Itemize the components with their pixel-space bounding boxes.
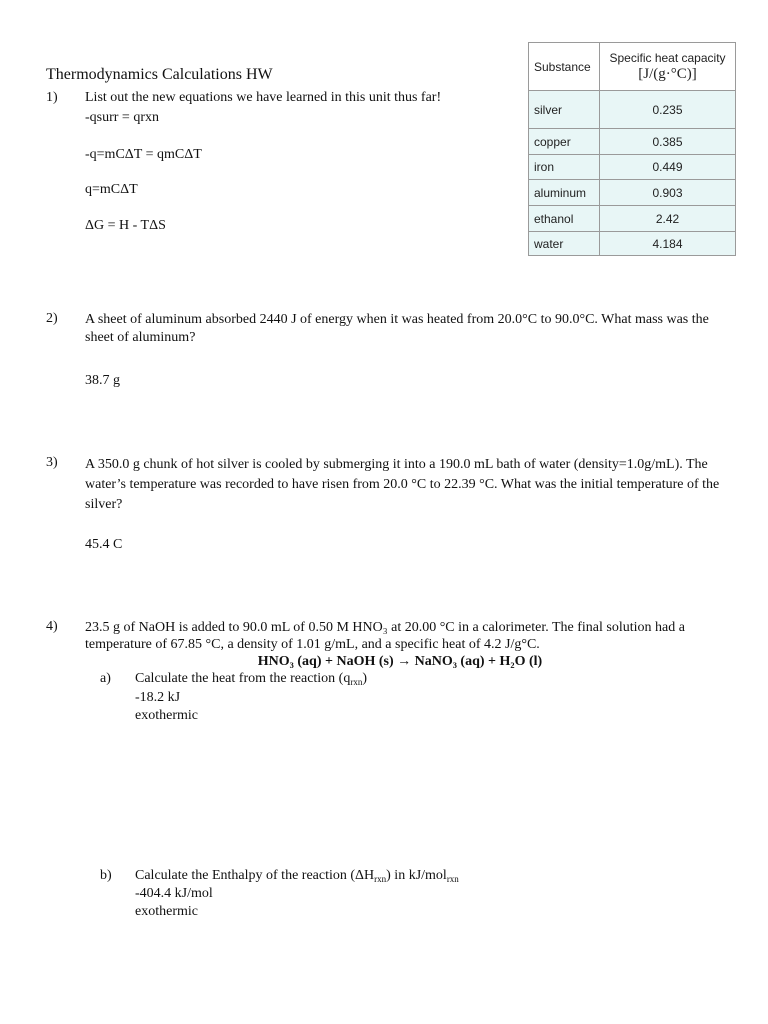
table-cell-substance: silver bbox=[529, 91, 600, 129]
table-cell-value: 0.235 bbox=[600, 91, 736, 129]
part-b-label: b) bbox=[100, 868, 112, 883]
part-a-text-end: ) bbox=[362, 671, 368, 686]
table-cell-substance: ethanol bbox=[529, 206, 600, 232]
specific-heat-table bbox=[528, 42, 736, 256]
part-b-answer: -404.4 kJ/mol bbox=[135, 886, 213, 901]
part-b-subscript-2: rxn bbox=[446, 874, 459, 884]
reaction-equation: HNO₃ (aq) + NaOH (s) → NaNO₃ (aq) + H₂O (l) bbox=[257, 654, 543, 669]
table-row bbox=[529, 206, 736, 232]
table-cell-substance: aluminum bbox=[529, 180, 600, 206]
part-a-note: exothermic bbox=[135, 708, 198, 723]
equation-4: ΔG = H - TΔS bbox=[85, 218, 166, 233]
table-row bbox=[529, 129, 736, 155]
table-cell-substance: water bbox=[529, 232, 600, 256]
question-1-number: 1) bbox=[46, 90, 58, 105]
part-b-text-main: Calculate the Enthalpy of the reaction (ΔH bbox=[135, 868, 375, 883]
table-cell-substance: copper bbox=[529, 129, 600, 155]
part-b-text-mid: ) in kJ/mol bbox=[386, 868, 447, 883]
part-b-note: exothermic bbox=[135, 904, 198, 919]
part-a-label: a) bbox=[100, 671, 111, 686]
part-a-answer: -18.2 kJ bbox=[135, 690, 181, 705]
heat-header-units: [J/(g·°C)] bbox=[638, 66, 697, 82]
table-cell-value: 0.385 bbox=[600, 129, 736, 155]
part-a-subscript: rxn bbox=[350, 677, 363, 687]
equation-2: -q=mCΔT = qmCΔT bbox=[85, 147, 202, 162]
table-header-substance: Substance bbox=[529, 43, 600, 91]
table-cell-substance: iron bbox=[529, 155, 600, 180]
page-title: Thermodynamics Calculations HW bbox=[46, 66, 273, 83]
equation-1: -qsurr = qrxn bbox=[85, 110, 159, 125]
equation-3: q=mCΔT bbox=[85, 182, 138, 197]
table-header-heat bbox=[600, 43, 736, 91]
table-row bbox=[529, 180, 736, 206]
question-2-text: A sheet of aluminum absorbed 2440 J of energy when it was heated from 20.0°C to 90.0°C. What mass was the sheet of aluminum? bbox=[85, 312, 709, 345]
table-cell-value: 0.449 bbox=[600, 155, 736, 180]
table-row bbox=[529, 91, 736, 129]
table-row bbox=[529, 155, 736, 180]
question-1-text: List out the new equations we have learned in this unit thus far! bbox=[85, 90, 442, 105]
question-4-number: 4) bbox=[46, 619, 58, 634]
question-3-text: A 350.0 g chunk of hot silver is cooled by submerging it into a 190.0 mL bath of water (density=1.0g/mL). The water’s temperature was recorded to have risen from 20.0 °C to 22.39 °C. What was the initial temperature of the silver? bbox=[85, 457, 720, 512]
table-row bbox=[529, 232, 736, 256]
part-b-text bbox=[135, 868, 459, 884]
question-4-text: 23.5 g of NaOH is added to 90.0 mL of 0.50 M HNO₃ at 20.00 °C in a calorimeter. The final solution had a temperature of 67.85 °C, a density of 1.01 g/mL, and a specific heat of 4.2 J/g°C. bbox=[85, 620, 685, 652]
part-b-subscript: rxn bbox=[374, 874, 387, 884]
part-a-text-main: Calculate the heat from the reaction (q bbox=[135, 671, 351, 686]
table-cell-value: 2.42 bbox=[600, 206, 736, 232]
heat-header-label: Specific heat capacity bbox=[609, 51, 726, 65]
question-3-number: 3) bbox=[46, 455, 58, 470]
question-2-number: 2) bbox=[46, 311, 58, 326]
question-3-answer: 45.4 C bbox=[85, 537, 123, 552]
part-a-text bbox=[135, 671, 367, 687]
table-cell-value: 4.184 bbox=[600, 232, 736, 256]
table-cell-value: 0.903 bbox=[600, 180, 736, 206]
question-2-answer: 38.7 g bbox=[85, 373, 120, 388]
